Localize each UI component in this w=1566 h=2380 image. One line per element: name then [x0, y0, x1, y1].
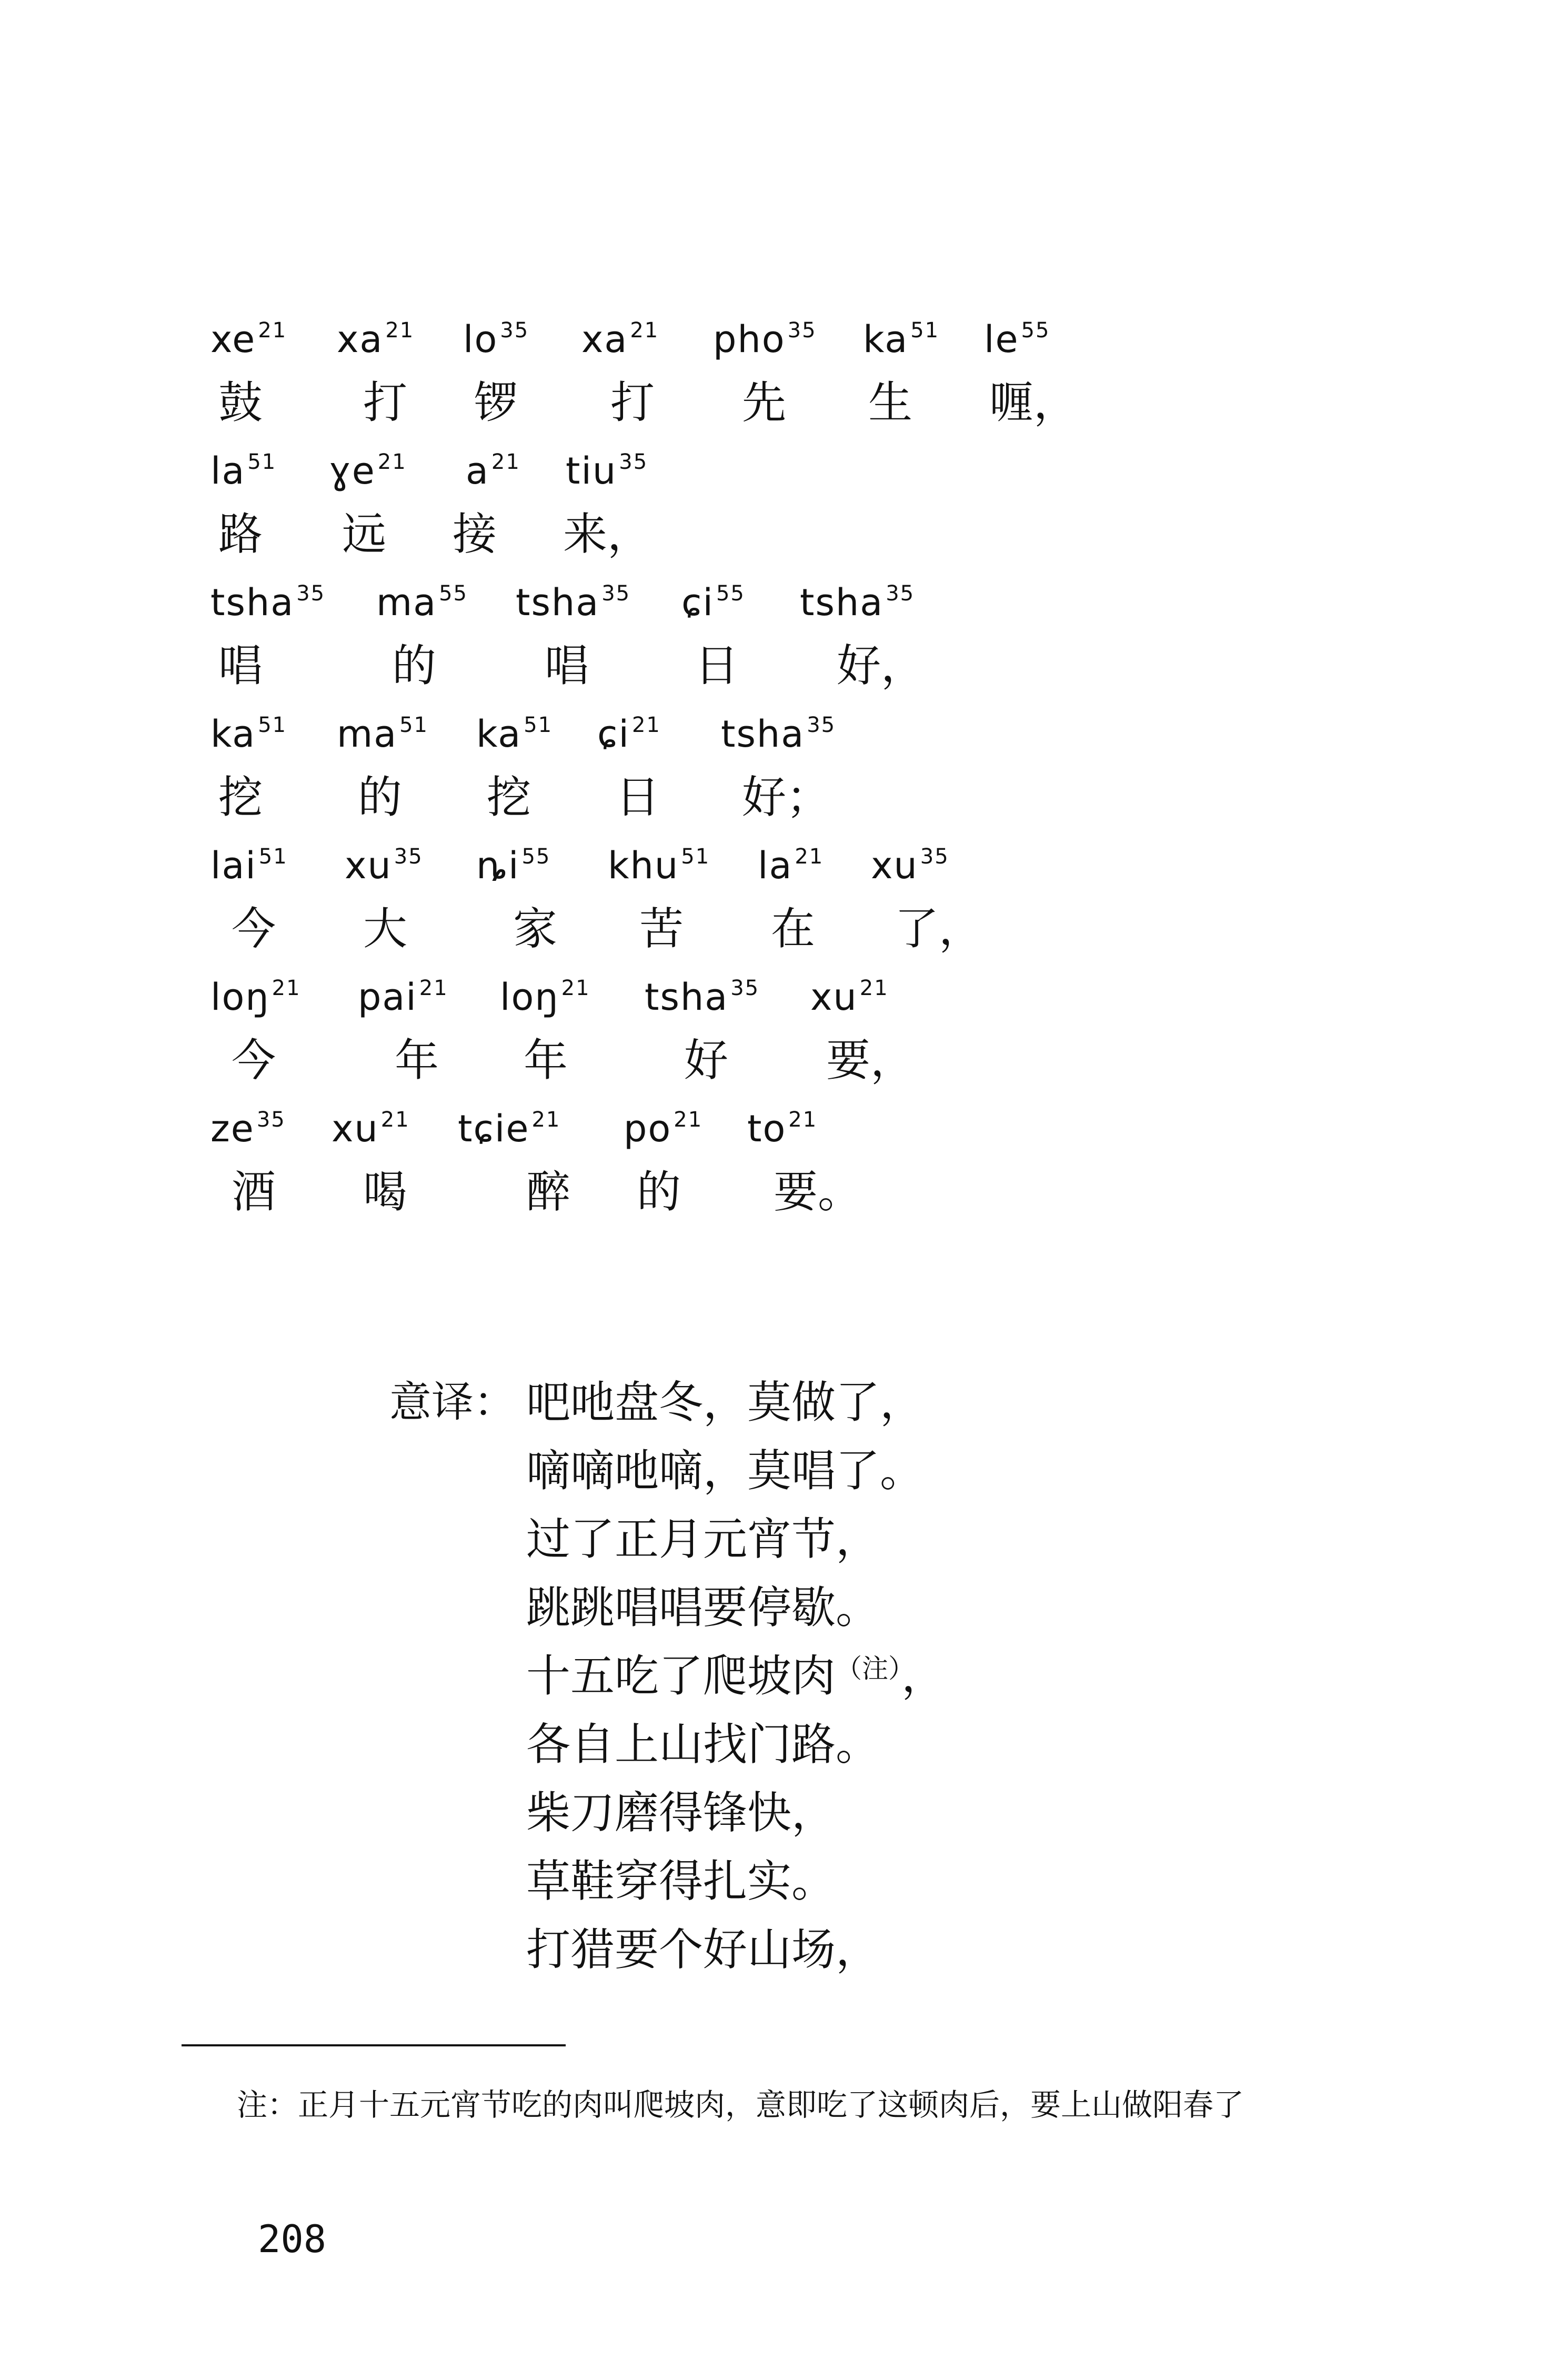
- chinese-gloss-character: 好: [684, 1035, 729, 1086]
- tone-number: 21: [531, 1108, 561, 1132]
- translation-line: [526, 1642, 946, 1716]
- tone-number: 21: [258, 318, 287, 343]
- syllable-text: tsha: [800, 581, 884, 624]
- chinese-gloss-character: 了，: [895, 903, 983, 955]
- syllable-text: ȵi: [476, 844, 520, 887]
- romanized-syllable: [476, 842, 550, 895]
- translation-line: [526, 1779, 836, 1847]
- syllable-text: tsha: [210, 581, 295, 624]
- romanized-syllable: [581, 316, 659, 369]
- romanized-syllable: [810, 973, 889, 1027]
- romanized-syllable: [337, 710, 428, 764]
- translation-line-text: 十五吃了爬坡肉: [526, 1650, 836, 1702]
- romanized-syllable: [758, 842, 824, 895]
- romanized-syllable: [747, 1105, 817, 1158]
- tone-number: 21: [561, 976, 590, 1000]
- tone-number: 35: [920, 845, 949, 869]
- romanized-syllable: [210, 316, 287, 369]
- romanized-syllable: [608, 842, 710, 895]
- romanized-syllable: [713, 316, 817, 369]
- translation-line-text: 过了正月元宵节，: [526, 1513, 880, 1565]
- tone-number: 21: [272, 976, 301, 1000]
- chinese-gloss-character: 唱: [545, 640, 589, 691]
- chinese-gloss-line: [0, 1031, 1566, 1100]
- punctuation: ，: [901, 1650, 946, 1702]
- chinese-gloss-character: 的: [358, 771, 403, 823]
- translation-label: 意译：: [389, 1378, 516, 1427]
- syllable-text: ka: [210, 712, 256, 756]
- tone-number: 35: [601, 581, 631, 606]
- chinese-gloss-character: 日: [616, 771, 660, 823]
- tone-number: 55: [439, 581, 468, 606]
- syllable-text: xa: [337, 318, 384, 361]
- tone-number: 51: [247, 450, 277, 474]
- tone-number: 55: [716, 581, 745, 606]
- syllable-text: ma: [337, 712, 398, 756]
- syllable-text: ɕi: [597, 712, 630, 756]
- romanized-syllable: [210, 842, 288, 895]
- romanized-syllable: [463, 316, 529, 369]
- tone-number: 21: [385, 318, 415, 343]
- chinese-gloss-character: 今: [232, 903, 276, 955]
- syllable-text: a: [466, 449, 489, 493]
- tone-number: 35: [296, 581, 326, 606]
- syllable-text: loŋ: [500, 976, 559, 1019]
- chinese-gloss-character: 打: [363, 377, 408, 428]
- romanized-syllable: [984, 316, 1050, 369]
- translation-line: [526, 1573, 880, 1642]
- syllable-text: tsha: [516, 581, 600, 624]
- translation-line: [526, 1505, 880, 1573]
- translation-line-text: 柴刀磨得锋快，: [526, 1787, 836, 1839]
- syllable-text: lai: [210, 844, 257, 887]
- syllable-text: xu: [345, 844, 392, 887]
- chinese-gloss-character: 的: [637, 1166, 681, 1218]
- romanized-syllable: [376, 579, 468, 632]
- tone-number: 51: [258, 845, 288, 869]
- tone-number: 21: [674, 1108, 703, 1132]
- chinese-gloss-character: 今: [232, 1035, 276, 1086]
- romanized-syllable: [645, 973, 759, 1027]
- romanized-syllable: [624, 1105, 702, 1158]
- chinese-gloss-character: 好；: [742, 771, 831, 823]
- tone-number: 35: [807, 713, 836, 737]
- chinese-gloss-character: 打: [610, 377, 655, 428]
- tone-number: 21: [377, 450, 407, 474]
- syllable-text: xe: [210, 318, 256, 361]
- syllable-text: pho: [713, 318, 786, 361]
- tone-number: 21: [788, 1108, 818, 1132]
- chinese-gloss-character: 喝: [363, 1166, 408, 1218]
- translation-line: [526, 1368, 924, 1437]
- romanized-syllable: [800, 579, 915, 632]
- chinese-gloss-character: 年: [524, 1035, 568, 1086]
- romanized-syllable: [345, 842, 423, 895]
- translation-line: [526, 1847, 836, 1915]
- translation-line-text: 打猎要个好山场，: [526, 1924, 880, 1975]
- tone-number: 55: [1021, 318, 1050, 343]
- chinese-gloss-character: 来，: [563, 508, 652, 560]
- chinese-gloss-character: 生: [868, 377, 913, 428]
- chinese-gloss-line: [0, 1163, 1566, 1231]
- syllable-text: tsha: [721, 712, 805, 756]
- romanized-syllable: [358, 973, 448, 1027]
- romanized-syllable: [329, 447, 407, 500]
- romanized-syllable: [337, 316, 414, 369]
- romanized-syllable: [458, 1105, 560, 1158]
- chinese-gloss-character: 的: [392, 640, 437, 691]
- footnote-marker: （注）: [836, 1653, 902, 1684]
- translation-line: [526, 1437, 924, 1505]
- chinese-gloss-line: [0, 505, 1566, 574]
- tone-number: 51: [681, 845, 710, 869]
- romanized-syllable: [210, 710, 287, 764]
- chinese-gloss-line: [0, 637, 1566, 705]
- chinese-gloss-character: 醉: [526, 1166, 571, 1218]
- romanized-syllable: [566, 447, 648, 500]
- tone-number: 21: [795, 845, 824, 869]
- tone-number: 21: [380, 1108, 410, 1132]
- tone-number: 51: [910, 318, 940, 343]
- tone-number: 35: [886, 581, 915, 606]
- tone-number: 51: [399, 713, 428, 737]
- chinese-gloss-character: 在: [771, 903, 816, 955]
- syllable-text: loŋ: [210, 976, 270, 1019]
- syllable-text: ka: [863, 318, 909, 361]
- chinese-gloss-character: 家: [513, 903, 558, 955]
- syllable-text: to: [747, 1107, 787, 1150]
- syllable-text: tɕie: [458, 1107, 530, 1150]
- chinese-gloss-character: 要。: [774, 1166, 862, 1218]
- tone-number: 51: [258, 713, 287, 737]
- chinese-gloss-character: 大: [363, 903, 408, 955]
- chinese-gloss-line: [0, 374, 1566, 442]
- translation-line: [526, 1915, 880, 1984]
- chinese-gloss-character: 鼓: [218, 377, 263, 428]
- syllable-text: xu: [332, 1107, 379, 1150]
- romanized-syllable: [210, 1105, 286, 1158]
- tone-number: 35: [730, 976, 760, 1000]
- chinese-gloss-character: 挖: [218, 771, 263, 823]
- romanized-syllable: [466, 447, 520, 500]
- romanized-syllable: [476, 710, 553, 764]
- romanized-syllable: [871, 842, 949, 895]
- romanized-syllable: [210, 579, 325, 632]
- chinese-gloss-character: 锣: [474, 377, 518, 428]
- tone-number: 35: [787, 318, 817, 343]
- chinese-gloss-character: 唱: [218, 640, 263, 691]
- chinese-gloss-character: 先: [742, 377, 787, 428]
- romanized-syllable: [863, 316, 939, 369]
- tone-number: 21: [631, 713, 661, 737]
- chinese-gloss-character: 挖: [487, 771, 531, 823]
- romanized-syllable: [210, 447, 276, 500]
- romanized-syllable: [597, 710, 661, 764]
- page-number: 208: [258, 2217, 327, 2261]
- tone-number: 35: [394, 845, 423, 869]
- translation-line-text: 吧吔盘冬，莫做了，: [526, 1377, 925, 1428]
- syllable-text: xu: [871, 844, 918, 887]
- tone-number: 21: [491, 450, 520, 474]
- syllable-text: le: [984, 318, 1019, 361]
- syllable-text: la: [210, 449, 246, 493]
- romanized-syllable: [516, 579, 630, 632]
- syllable-text: ze: [210, 1107, 255, 1150]
- chinese-gloss-character: 好，: [837, 640, 926, 691]
- tone-number: 35: [256, 1108, 286, 1132]
- tone-number: 51: [524, 713, 553, 737]
- chinese-gloss-character: 酒: [232, 1166, 276, 1218]
- syllable-text: xu: [810, 976, 858, 1019]
- syllable-text: tsha: [645, 976, 729, 1019]
- translation-line-text: 跳跳唱唱要停歇。: [526, 1582, 880, 1633]
- chinese-gloss-character: 接: [453, 508, 497, 560]
- translation-line-text: 草鞋穿得扎实。: [526, 1855, 836, 1907]
- tone-number: 35: [500, 318, 529, 343]
- syllable-text: xa: [581, 318, 628, 361]
- tone-number: 21: [419, 976, 448, 1000]
- syllable-text: ma: [376, 581, 437, 624]
- footnote-text: 注：正月十五元宵节吃的肉叫爬坡肉，意即吃了这顿肉后，要上山做阳春了: [237, 2087, 1244, 2123]
- tone-number: 55: [521, 845, 551, 869]
- syllable-text: ɕi: [681, 581, 714, 624]
- syllable-text: la: [758, 844, 793, 887]
- translation-line-text: 嘀嘀吔嘀，莫唱了。: [526, 1445, 925, 1497]
- chinese-gloss-character: 喱，: [989, 377, 1078, 428]
- tone-number: 21: [859, 976, 889, 1000]
- romanized-syllable: [500, 973, 590, 1027]
- chinese-gloss-line: [0, 900, 1566, 968]
- translation-line-text: 各自上山找门路。: [526, 1719, 880, 1770]
- syllable-text: pai: [358, 976, 417, 1019]
- syllable-text: tiu: [566, 449, 617, 493]
- romanized-syllable: [210, 973, 301, 1027]
- syllable-text: khu: [608, 844, 679, 887]
- syllable-text: ɣe: [329, 449, 376, 493]
- romanized-syllable: [721, 710, 836, 764]
- tone-number: 35: [619, 450, 648, 474]
- chinese-gloss-character: 要，: [826, 1035, 915, 1086]
- chinese-gloss-character: 日: [695, 640, 739, 691]
- chinese-gloss-line: [0, 768, 1566, 837]
- footnote-divider: [182, 2044, 566, 2046]
- syllable-text: ka: [476, 712, 522, 756]
- tone-number: 21: [630, 318, 659, 343]
- chinese-gloss-character: 苦: [639, 903, 684, 955]
- chinese-gloss-character: 远: [342, 508, 387, 560]
- syllable-text: lo: [463, 318, 498, 361]
- chinese-gloss-character: 年: [395, 1035, 439, 1086]
- romanized-syllable: [681, 579, 745, 632]
- chinese-gloss-character: 路: [218, 508, 263, 560]
- syllable-text: po: [624, 1107, 672, 1150]
- romanized-syllable: [332, 1105, 410, 1158]
- translation-line: [526, 1710, 880, 1779]
